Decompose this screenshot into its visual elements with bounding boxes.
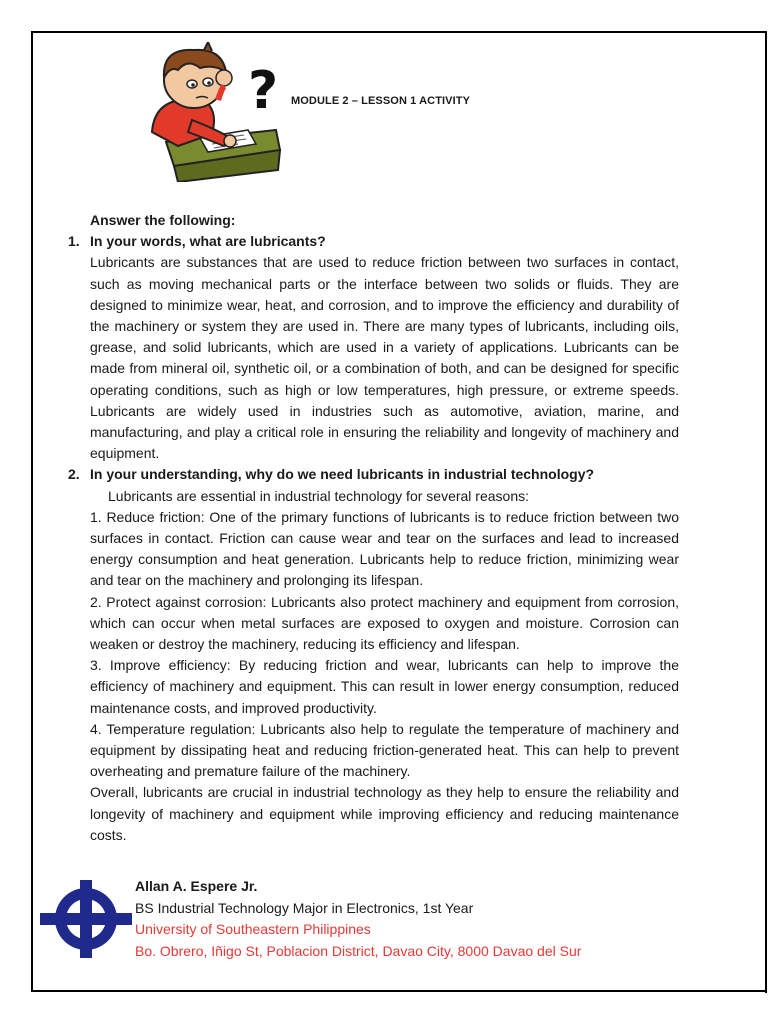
answer-1: Lubricants are substances that are used to reduce friction between two surfaces in contact, such as moving mechanical parts or the interface between two solids or fluids. They are designed to minimize wear, heat, and corrosion, and to improve the efficiency and durability of the machinery or system they are used in. There are many types of lubricants, including oils, grease, and solid lubricants, which are used in a variety of applications. Lubricants can be made from mineral oil, synthetic oil, or a combination of both, and can be designed for specific operating conditions, such as high or low temperatures, high pressure, or extreme speeds. Lubricants are widely used in industries such as automotive, aviation, marine, and manufacturing, and play a critical role in ensuring the reliability and longevity of machinery and equipment.: [90, 254, 679, 462]
answer-2-intro: Lubricants are essential in industrial technology for several reasons:: [108, 487, 530, 504]
page-border-right: [765, 31, 767, 993]
answer-2-point: 4. Temperature regulation: Lubricants also help to regulate the temperature of machinery and equipment by dissipating heat and reducing friction-generated heat. This can help to prevent overheating and premature failure of the machinery.: [90, 720, 679, 780]
instructions-heading: Answer the following:: [90, 212, 236, 228]
question-2: [68, 464, 679, 485]
confused-student-illustration: [148, 42, 290, 182]
question-number: 1.: [68, 233, 80, 250]
author-program: BS Industrial Technology Major in Electronics, 1st Year: [135, 899, 474, 916]
module-title: MODULE 2 – LESSON 1 ACTIVITY: [291, 95, 471, 107]
question-1: [68, 231, 679, 252]
author-footer: [135, 876, 581, 962]
activity-content: [68, 210, 679, 846]
answer-2-point: 2. Protect against corrosion: Lubricants also protect machinery and equipment from corrosion, which can occur when metal surfaces are exposed to oxygen and moisture. Corrosion can weaken or destroy the machinery, reducing its efficiency and lifespan.: [90, 593, 679, 653]
svg-text:?: ?: [248, 61, 279, 121]
university-logo: [40, 880, 132, 958]
question-text: In your words, what are lubricants?: [90, 233, 326, 250]
answer-2-conclusion: Overall, lubricants are crucial in industrial technology as they help to ensure the reliability and longevity of machinery and equipment while improving efficiency and reducing maintenance costs.: [90, 784, 679, 843]
answer-2-point: 1. Reduce friction: One of the primary functions of lubricants is to reduce friction between two surfaces in contact. Friction can cause wear and tear on the surfaces and lead to increased energy consumption and heat generation. Lubricants help to reduce friction, minimizing wear and tear on the machinery and prolonging its lifespan.: [90, 508, 679, 589]
answer-2-point: 3. Improve efficiency: By reducing friction and wear, lubricants can help to improve the efficiency of machinery and equipment. This can result in lower energy consumption, reduced maintenance costs, and improved productivity.: [90, 657, 679, 716]
university-name: University of Southeastern Philippines: [135, 921, 371, 937]
question-number: 2.: [68, 466, 80, 483]
author-name: Allan A. Espere Jr.: [135, 878, 258, 894]
university-address: Bo. Obrero, Iñigo St, Poblacion District, Davao City, 8000 Davao del Sur: [135, 942, 582, 959]
question-text: In your understanding, why do we need lubricants in industrial technology?: [90, 466, 595, 483]
